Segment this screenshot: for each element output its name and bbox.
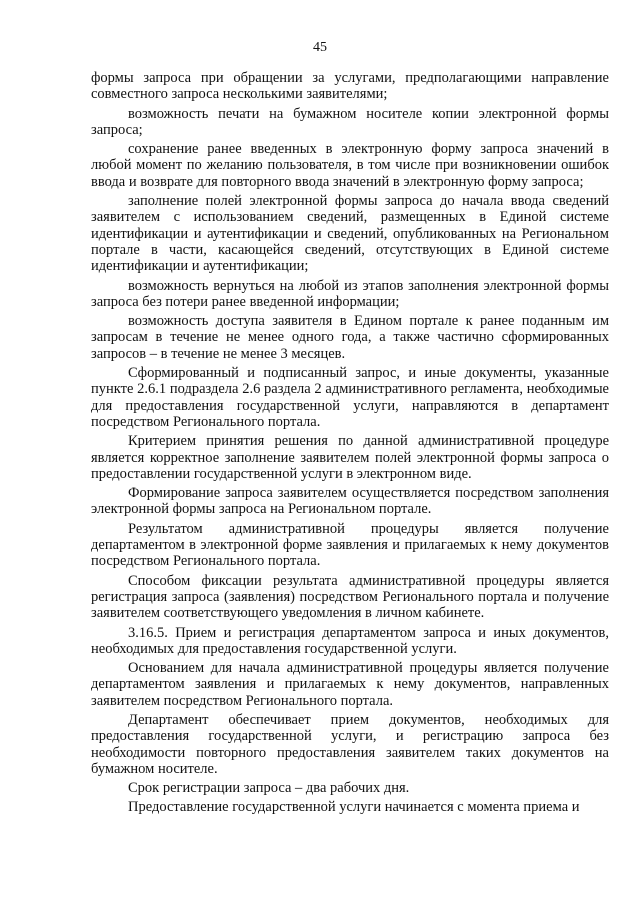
paragraph: Формирование запроса заявителем осуществляется посредством заполнения электронной формы запроса на Региональном портале. xyxy=(91,485,609,518)
document-body xyxy=(91,70,609,819)
paragraph: возможность доступа заявителя в Едином портале к ранее поданным им запросам в течение не менее одного года, а также частично сформированных запросов – в течение не менее 3 месяцев. xyxy=(91,313,609,362)
paragraph: заполнение полей электронной формы запроса до начала ввода сведений заявителем с использованием сведений, размещенных в Единой системе идентификации и аутентификации и сведений, опубликованных на Региональном портале в части, касающейся сведений, отсутствующих в Единой системе идентификации и аутентификации; xyxy=(91,193,609,275)
paragraph: Департамент обеспечивает прием документов, необходимых для предоставления государственной услуги, и регистрацию запроса без необходимости повторного предоставления заявителем таких документов на бумажном носителе. xyxy=(91,711,609,777)
paragraph: возможность вернуться на любой из этапов заполнения электронной формы запроса без потери ранее введенной информации; xyxy=(91,277,609,310)
paragraph: Сформированный и подписанный запрос, и иные документы, указанные пункте 2.6.1 подраздела 2.6 раздела 2 административного регламента, необходимые для предоставления государственной услуги, направляются в департамент посредством Регионального портала. xyxy=(91,365,609,430)
paragraph: сохранение ранее введенных в электронную форму запроса значений в любой момент по желанию пользователя, в том числе при возникновении ошибок ввода и возврате для повторного ввода значений в электронную форму запроса; xyxy=(91,141,609,190)
paragraph: возможность печати на бумажном носителе копии электронной формы запроса; xyxy=(91,105,609,138)
section-heading-paragraph: 3.16.5. Прием и регистрация департаментом запроса и иных документов, необходимых для предоставления государственной услуги. xyxy=(91,624,609,657)
paragraph: Критерием принятия решения по данной административной процедуре является корректное заполнение заявителем полей электронной формы запроса о предоставлении государственной услуги в электронном виде. xyxy=(91,433,609,482)
page-number: 45 xyxy=(313,40,327,55)
paragraph: Способом фиксации результата административной процедуры является регистрация запроса (заявления) посредством Регионального портала и получение заявителем соответствующего уведомления в личном кабинете. xyxy=(91,572,609,622)
paragraph: Результатом административной процедуры является получение департаментом в электронной форме заявления и прилагаемых к нему документов посредством Регионального портала. xyxy=(91,520,609,570)
paragraph: формы запроса при обращении за услугами, предполагающими направление совместного запроса несколькими заявителями; xyxy=(91,70,609,103)
paragraph: Предоставление государственной услуги начинается с момента приема и xyxy=(128,799,580,816)
paragraph: Срок регистрации запроса – два рабочих дня. xyxy=(128,780,410,797)
paragraph: Основанием для начала административной процедуры является получение департаментом заявления и прилагаемых к нему документов, направленных заявителем посредством Регионального портала. xyxy=(91,660,609,709)
